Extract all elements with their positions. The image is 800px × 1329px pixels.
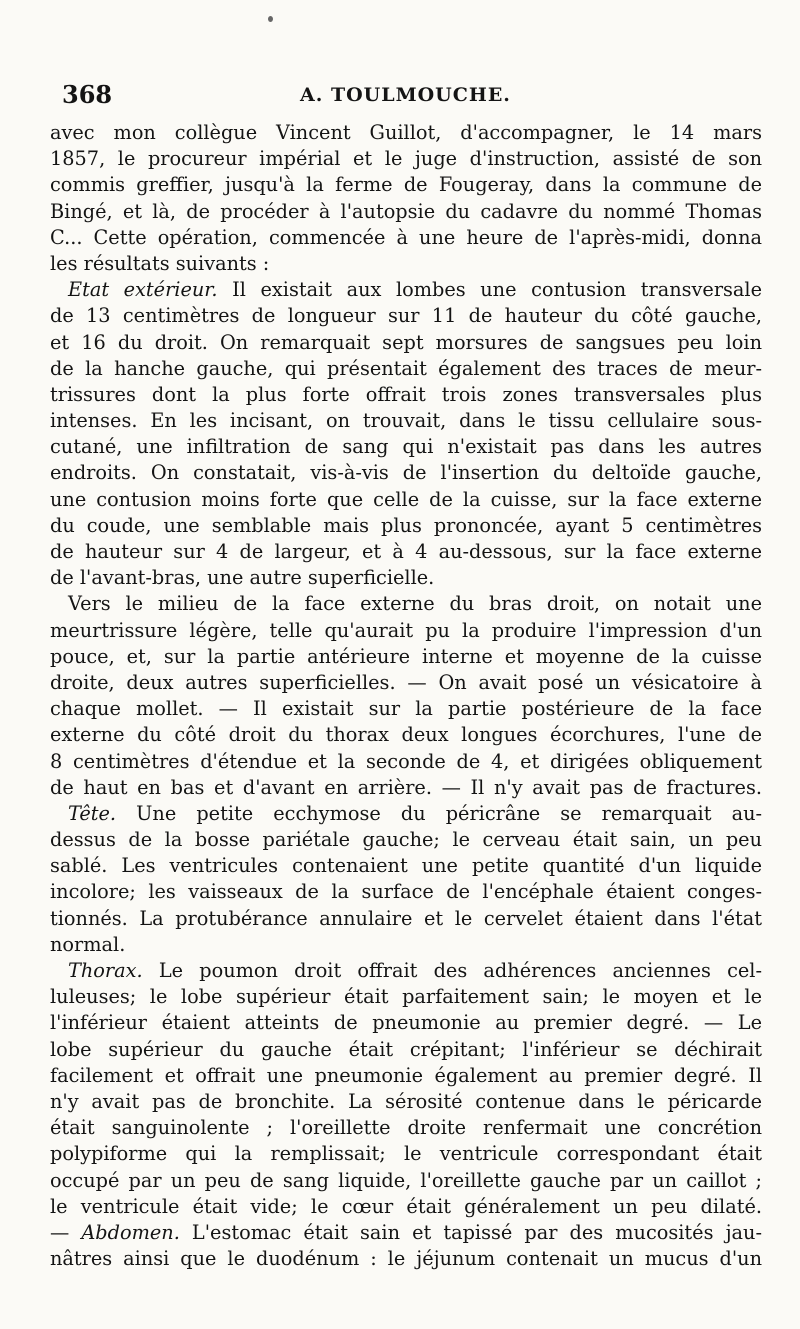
line-text: sablé. Les ventricules contenaient une petite quantité d'un liquide (50, 854, 762, 878)
line-text: facilement et offrait une pneumonie également au premier degré. Il (50, 1063, 762, 1087)
text-line (50, 775, 762, 801)
line-text: 1857, le procureur impérial et le juge d'instruction, assisté de son (50, 147, 762, 171)
text-line (50, 277, 762, 303)
text-line (50, 906, 762, 932)
text-line (50, 225, 762, 251)
text-line (50, 827, 762, 853)
line-text: les résultats suivants : (50, 251, 270, 275)
line-text: luleuses; le lobe supérieur était parfaitement sain; le moyen et le (50, 985, 762, 1009)
line-text: commis greffier, jusqu'à la ferme de Fougeray, dans la commune de (50, 173, 762, 197)
line-text: du coude, une semblable mais plus prononcée, ayant 5 centimètres (50, 513, 762, 537)
text-line (50, 644, 762, 670)
text-line (50, 1037, 762, 1063)
text-line (50, 591, 762, 617)
line-text: avec mon collègue Vincent Guillot, d'accompagner, le 14 mars (50, 121, 762, 144)
text-line (50, 1141, 762, 1167)
line-text: normal. (50, 932, 126, 956)
line-text: une contusion moins forte que celle de la cuisse, sur la face externe (50, 487, 762, 511)
section-heading: Abdomen. (81, 1220, 180, 1244)
text-line (50, 984, 762, 1010)
line-text: intenses. En les incisant, on trouvait, dans le tissu cellulaire sous- (50, 409, 762, 433)
line-text: C... Cette opération, commencée à une heure de l'après-midi, donna (50, 225, 762, 249)
line-text: Bingé, et là, de procéder à l'autopsie du cadavre du nommé Thomas (50, 199, 762, 223)
page-header (62, 78, 752, 112)
text-line (50, 513, 762, 539)
line-text: 8 centimètres d'étendue et la seconde de 4, et dirigées obliquement (50, 749, 762, 773)
text-line (50, 696, 762, 722)
line-text: incolore; les vaisseaux de la surface de l'encéphale étaient conges- (50, 880, 762, 904)
line-text: de 13 centimètres de longueur sur 11 de hauteur du côté gauche, (50, 304, 762, 328)
text-line (50, 722, 762, 748)
line-text: le ventricule était vide; le cœur était généralement un peu dilaté. (50, 1194, 762, 1218)
line-text: Le poumon droit offrait des adhérences anciennes cel- (142, 959, 762, 982)
line-text: Il existait aux lombes une contusion transversale (217, 278, 763, 302)
body-text (50, 120, 762, 1272)
line-text: pouce, et, sur la partie antérieure interne et moyenne de la cuisse (50, 644, 762, 668)
section-heading: Etat extérieur. (68, 278, 218, 302)
text-line (50, 1089, 762, 1115)
text-line (50, 434, 762, 460)
line-text: trissures dont la plus forte offrait trois zones transversales plus (50, 382, 762, 406)
line-text: et 16 du droit. On remarquait sept morsures de sangsues peu loin (50, 330, 762, 354)
text-line (50, 1115, 762, 1141)
text-line (50, 251, 762, 277)
text-line (50, 120, 762, 146)
line-text: l'inférieur étaient atteints de pneumonie au premier degré. — Le (50, 1011, 762, 1035)
ink-speck (268, 16, 273, 22)
line-text: tionnés. La protubérance annulaire et le cervelet étaient dans l'état (50, 906, 762, 930)
text-line (50, 879, 762, 905)
line-text: n'y avait pas de bronchite. La sérosité contenue dans le péricarde (50, 1089, 762, 1113)
line-text: Une petite ecchymose du péricrâne se remarquait au- (116, 801, 762, 825)
text-line (50, 749, 762, 775)
text-line (50, 539, 762, 565)
line-text: chaque mollet. — Il existait sur la partie postérieure de la face (50, 697, 762, 721)
line-text: était sanguinolente ; l'oreillette droite renfermait une concrétion (50, 1116, 762, 1140)
text-line (50, 199, 762, 225)
text-line (50, 303, 762, 329)
text-line (50, 932, 762, 958)
line-text: nâtres ainsi que le duodénum : le jéjunum contenait un mucus d'un (50, 1247, 762, 1271)
text-line (50, 1220, 762, 1246)
text-line (50, 958, 762, 984)
line-text: occupé par un peu de sang liquide, l'oreillette gauche par un caillot ; (50, 1168, 762, 1192)
running-head: A. TOULMOUCHE. (300, 84, 511, 106)
page-number: 368 (62, 80, 113, 109)
line-text: lobe supérieur du gauche était crépitant; l'inférieur se déchirait (50, 1037, 762, 1061)
line-text: cutané, une infiltration de sang qui n'existait pas dans les autres (50, 435, 762, 459)
line-text: polypiforme qui la remplissait; le ventricule correspondant était (50, 1142, 762, 1166)
line-text: L'estomac était sain et tapissé par des mucosités jau- (179, 1220, 762, 1244)
line-text: de la hanche gauche, qui présentait également des traces de meur- (50, 356, 762, 380)
text-line (50, 1010, 762, 1036)
line-text: meurtrissure légère, telle qu'aurait pu la produire l'impression d'un (50, 618, 762, 642)
text-line (50, 565, 762, 591)
text-line (50, 618, 762, 644)
text-line (50, 1168, 762, 1194)
text-line (50, 853, 762, 879)
text-line (50, 670, 762, 696)
text-line (50, 1194, 762, 1220)
section-heading: Tête. (68, 801, 117, 825)
line-text: endroits. On constatait, vis-à-vis de l'insertion du deltoïde gauche, (50, 461, 762, 485)
line-text: droite, deux autres superficielles. — On avait posé un vésicatoire à (50, 670, 762, 694)
line-text: externe du côté droit du thorax deux longues écorchures, l'une de (50, 723, 762, 747)
line-text: de l'avant-bras, une autre superficielle. (50, 566, 435, 590)
line-text: de haut en bas et d'avant en arrière. — Il n'y avait pas de fractures. (50, 775, 762, 799)
text-line (50, 408, 762, 434)
text-line (50, 330, 762, 356)
line-prefix: — (50, 1220, 82, 1244)
text-line (50, 460, 762, 486)
text-line (50, 487, 762, 513)
text-line (50, 801, 762, 827)
text-line (50, 1246, 762, 1272)
section-heading: Thorax. (68, 959, 143, 982)
text-line (50, 382, 762, 408)
text-line (50, 172, 762, 198)
line-text: de hauteur sur 4 de largeur, et à 4 au-dessous, sur la face externe (50, 540, 762, 563)
line-text: dessus de la bosse pariétale gauche; le cerveau était sain, un peu (50, 828, 762, 852)
text-line (50, 356, 762, 382)
text-line (50, 1063, 762, 1089)
text-line (50, 146, 762, 172)
line-text: Vers le milieu de la face externe du bras droit, on notait une (68, 592, 762, 616)
